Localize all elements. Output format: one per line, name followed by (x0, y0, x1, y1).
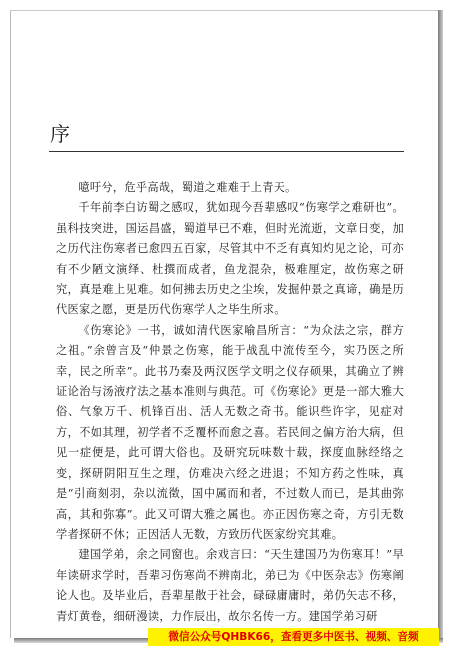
page-edge-top (10, 10, 438, 11)
page-edge-left (10, 10, 11, 638)
wechat-watermark-banner: 微信公众号QHBK66，查看更多中医书、视频、音频 (148, 628, 439, 646)
page-shadow-right (438, 10, 443, 638)
page-title: 序 (50, 122, 71, 146)
paragraph-3: 《伤寒论》一书，诚如清代医家喻昌所言：“为众法之宗，群方之祖。”余曾言及“仲景之伤寒，能于战乱中流传至今，实乃医之所幸，民之所幸”。此书乃秦及两汉医学文明之仪存硕果，其确立了辨证论治与汤液疗法之基本准则与典范。可《伤寒论》更是一部大雅大俗、气象万千、机锋百出、活人无数之奇书。能识些许字，见症对方，不如其理，初学者不乏覆杯而愈之喜。若民间之偏方治大病，但见一症便是，此可谓大俗也。及研究玩味数十载，探度血脉经络之变，探研阴阳互生之理，仿难决六经之进退；不知方药之性味，真是“引商刻羽，杂以流徵，国中属而和者，不过数人而已，是其曲弥高，其和弥寡”。此又可谓大雅之属也。亦正因伤寒之奇，方引无数学者探研不休；正因活人无数，方致历代医家纷究其难。 (56, 323, 404, 541)
paragraph-4: 建国学弟，余之同窗也。余戏言曰：“天生建国乃为伤寒耳！”早年读研求学时，吾辈习伤寒尚不辨南北，弟已为《中医杂志》伤寒阐论人也。及毕业后，吾辈星散于社会，碌碌庸庸时，弟仍矢志不移，青灯黄卷，细研漫读，力作辰出，故尔名传一方。建国学弟习研 (56, 548, 404, 623)
preface-body (56, 178, 404, 627)
title-divider (49, 151, 404, 152)
paragraph-2: 千年前李白访蜀之感叹，犹如现今吾辈感叹“伤寒学之难研也”。虽科技突进，国运昌盛，蜀道早已不难，但时光流逝，文章日变，加之历代注伤寒者已愈四五百家，尽管其中不乏有真知灼见之论，可亦有不少陋文演绎、杜撰而成者，鱼龙混杂，极难厘定，故伤寒之研究，真是难上见难。如何拂去历史之尘埃，发掘仲景之真谛，确是历代医家之愿，更是历代伤寒学人之毕生所求。 (56, 201, 404, 317)
paragraph-1: 噫吁兮，危乎高哉，蜀道之难难于上青天。 (78, 181, 297, 194)
